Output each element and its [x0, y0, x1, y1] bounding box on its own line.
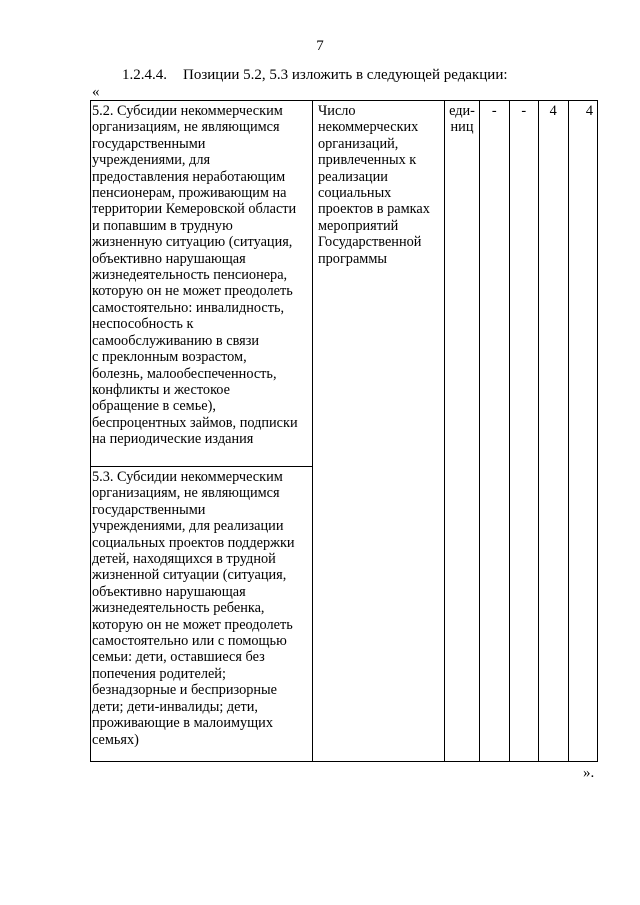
position-5-2-name: 5.2. Субсидии некоммерческим организациям, не являющимся государственными учреждениями, для предоставления неработающим пенсионерам, проживающим на территории Кемеровской области и попавшим в трудную жизненную ситуацию (ситуация, объективно нарушающая жизнедеятельность пенсионера, которую он не может преодолеть самостоятельно: инвалидность, неспособность к самообслуживанию в связи с преклонным возрастом, болезнь, малообеспеченность, конфликты и жестокое обращение в семье), беспроцентных займов, подписки на периодические издания	[91, 101, 313, 467]
table-row-5-2	[91, 101, 598, 467]
unit-cell: еди- ниц	[445, 101, 480, 762]
intro-line	[122, 67, 508, 84]
indicator-cell: Число некоммерческих организаций, привлеченных к реализации социальных проектов в рамках мероприятий Государственной программы	[313, 101, 445, 762]
closing-quote: ».	[583, 765, 595, 781]
page-number: 7	[316, 38, 324, 54]
value-cell-1: -	[480, 101, 510, 762]
value-cell-4: 4	[568, 101, 598, 762]
intro-text: Позиции 5.2, 5.3 изложить в следующей редакции:	[183, 67, 508, 83]
intro-number: 1.2.4.4.	[122, 67, 167, 83]
position-5-3-name: 5.3. Субсидии некоммерческим организациям, не являющимся государственными учреждениями, для реализации социальных проектов поддержки детей, находящихся в трудной жизненной ситуации (ситуация, объективно нарушающая жизнедеятельность ребенка, которую он не может преодолеть самостоятельно или с помощью семьи: дети, оставшиеся без попечения родителей; безнадзорные и беспризорные дети; дети-инвалиды; дети, проживающие в малоимущих семьях)	[91, 467, 313, 762]
opening-quote: «	[92, 84, 100, 100]
positions-table	[90, 100, 598, 762]
value-cell-2: -	[509, 101, 539, 762]
value-cell-3: 4	[539, 101, 569, 762]
